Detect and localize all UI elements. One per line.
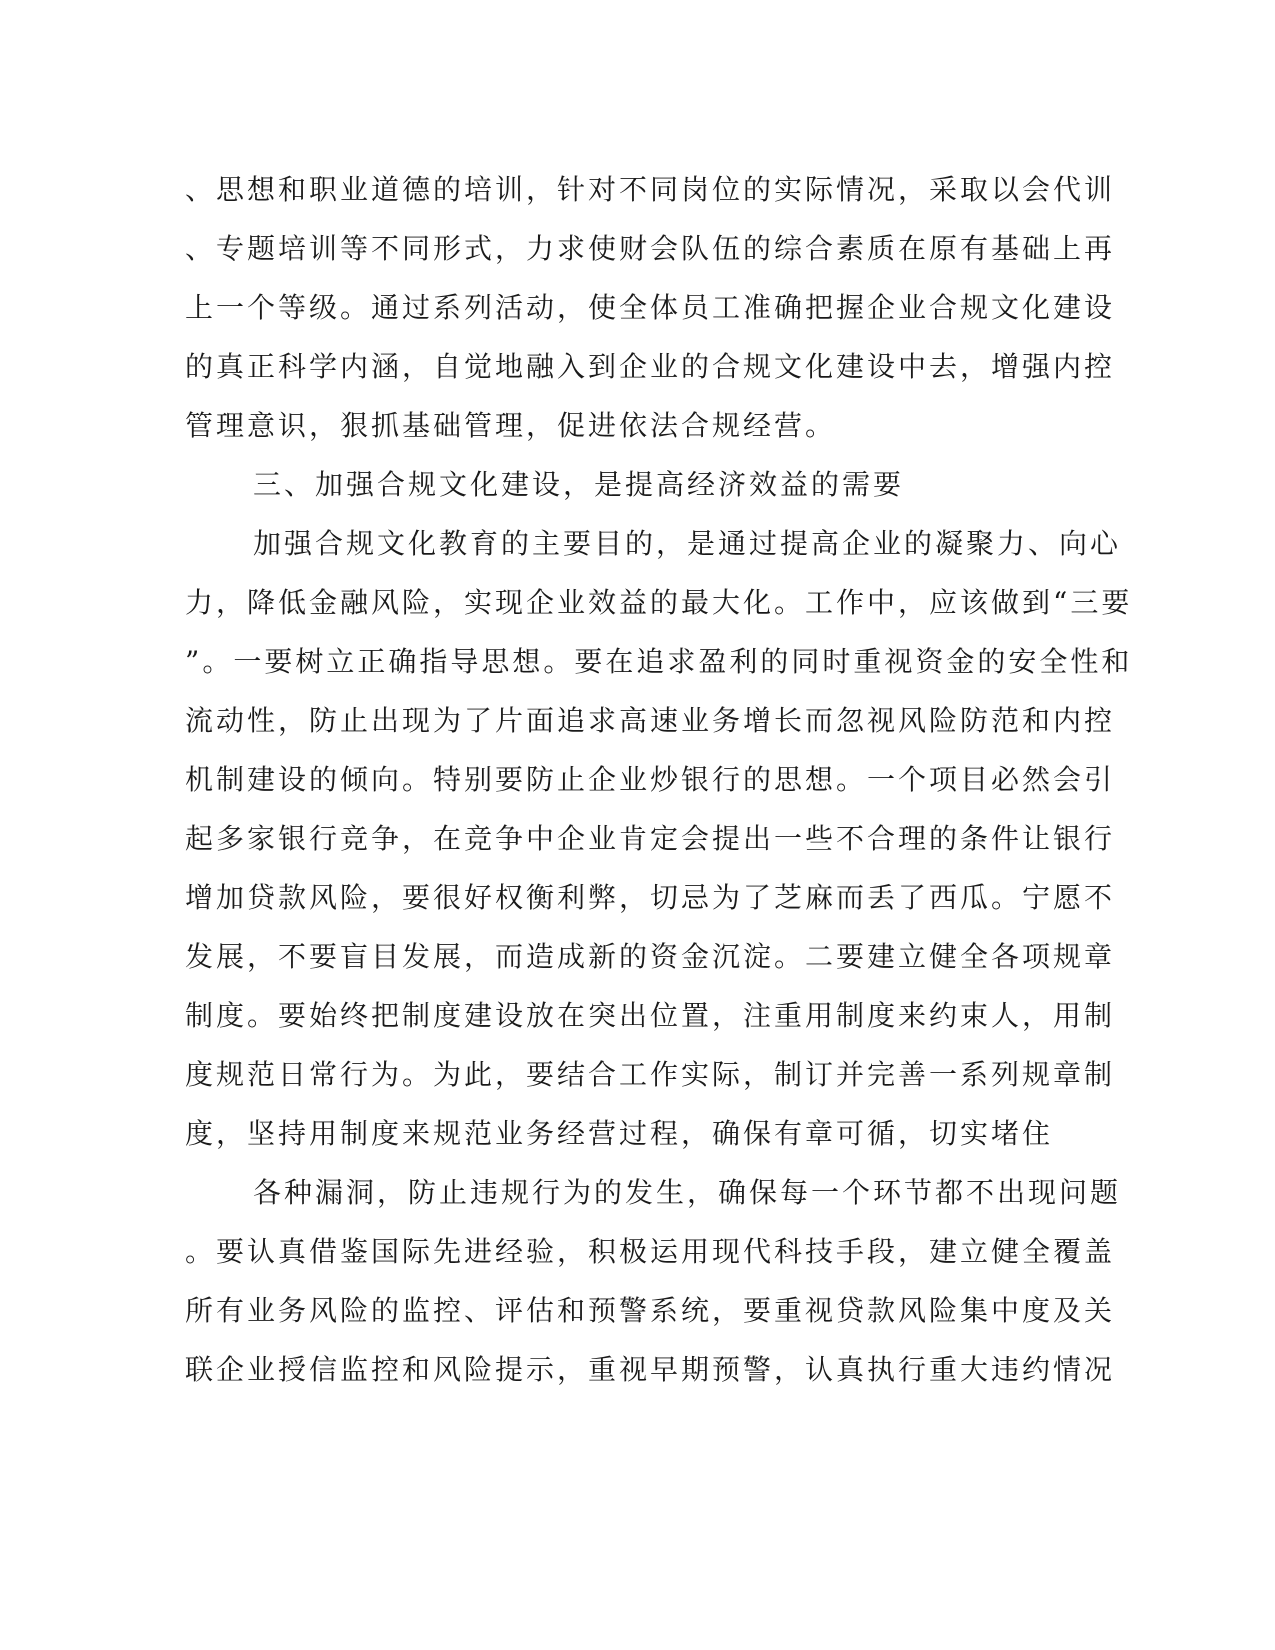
body-text-line: 加强合规文化教育的主要目的，是通过提高企业的凝聚力、向心 <box>253 527 1122 560</box>
body-text-line: 力，降低金融风险，实现企业效益的最大化。工作中，应该做到“三要 <box>185 586 1133 619</box>
body-text-line: 度，坚持用制度来规范业务经营过程，确保有章可循，切实堵住 <box>185 1117 1054 1150</box>
body-text-line: 各种漏洞，防止违规行为的发生，确保每一个环节都不出现问题 <box>253 1176 1122 1209</box>
body-text-line: 、思想和职业道德的培训，针对不同岗位的实际情况，采取以会代训 <box>185 173 1116 206</box>
body-text-line: 度规范日常行为。为此，要结合工作实际，制订并完善一系列规章制 <box>185 1058 1116 1091</box>
body-text-line: 的真正科学内涵，自觉地融入到企业的合规文化建设中去，增强内控 <box>185 350 1116 383</box>
body-text-line: 上一个等级。通过系列活动，使全体员工准确把握企业合规文化建设 <box>185 291 1116 324</box>
body-text-line: 发展，不要盲目发展，而造成新的资金沉淀。二要建立健全各项规章 <box>185 940 1116 973</box>
body-text-line: 机制建设的倾向。特别要防止企业炒银行的思想。一个项目必然会引 <box>185 763 1116 796</box>
section-heading: 三、加强合规文化建设，是提高经济效益的需要 <box>253 468 905 501</box>
body-text-line: 联企业授信监控和风险提示，重视早期预警，认真执行重大违约情况 <box>185 1353 1116 1386</box>
body-text-line: 管理意识，狠抓基础管理，促进依法合规经营。 <box>185 409 837 442</box>
body-text-line: 、专题培训等不同形式，力求使财会队伍的综合素质在原有基础上再 <box>185 232 1116 265</box>
body-text-line: 制度。要始终把制度建设放在突出位置，注重用制度来约束人，用制 <box>185 999 1116 1032</box>
body-text-line: 所有业务风险的监控、评估和预警系统，要重视贷款风险集中度及关 <box>185 1294 1116 1327</box>
document-body <box>185 160 1133 1399</box>
body-text-line: 起多家银行竞争，在竞争中企业肯定会提出一些不合理的条件让银行 <box>185 822 1116 855</box>
body-text-line: 流动性，防止出现为了片面追求高速业务增长而忽视风险防范和内控 <box>185 704 1116 737</box>
body-text-line: ”。一要树立正确指导思想。要在追求盈利的同时重视资金的安全性和 <box>185 645 1133 678</box>
body-text-line: 。要认真借鉴国际先进经验，积极运用现代科技手段，建立健全覆盖 <box>185 1235 1116 1268</box>
body-text-line: 增加贷款风险，要很好权衡利弊，切忌为了芝麻而丢了西瓜。宁愿不 <box>185 881 1116 914</box>
